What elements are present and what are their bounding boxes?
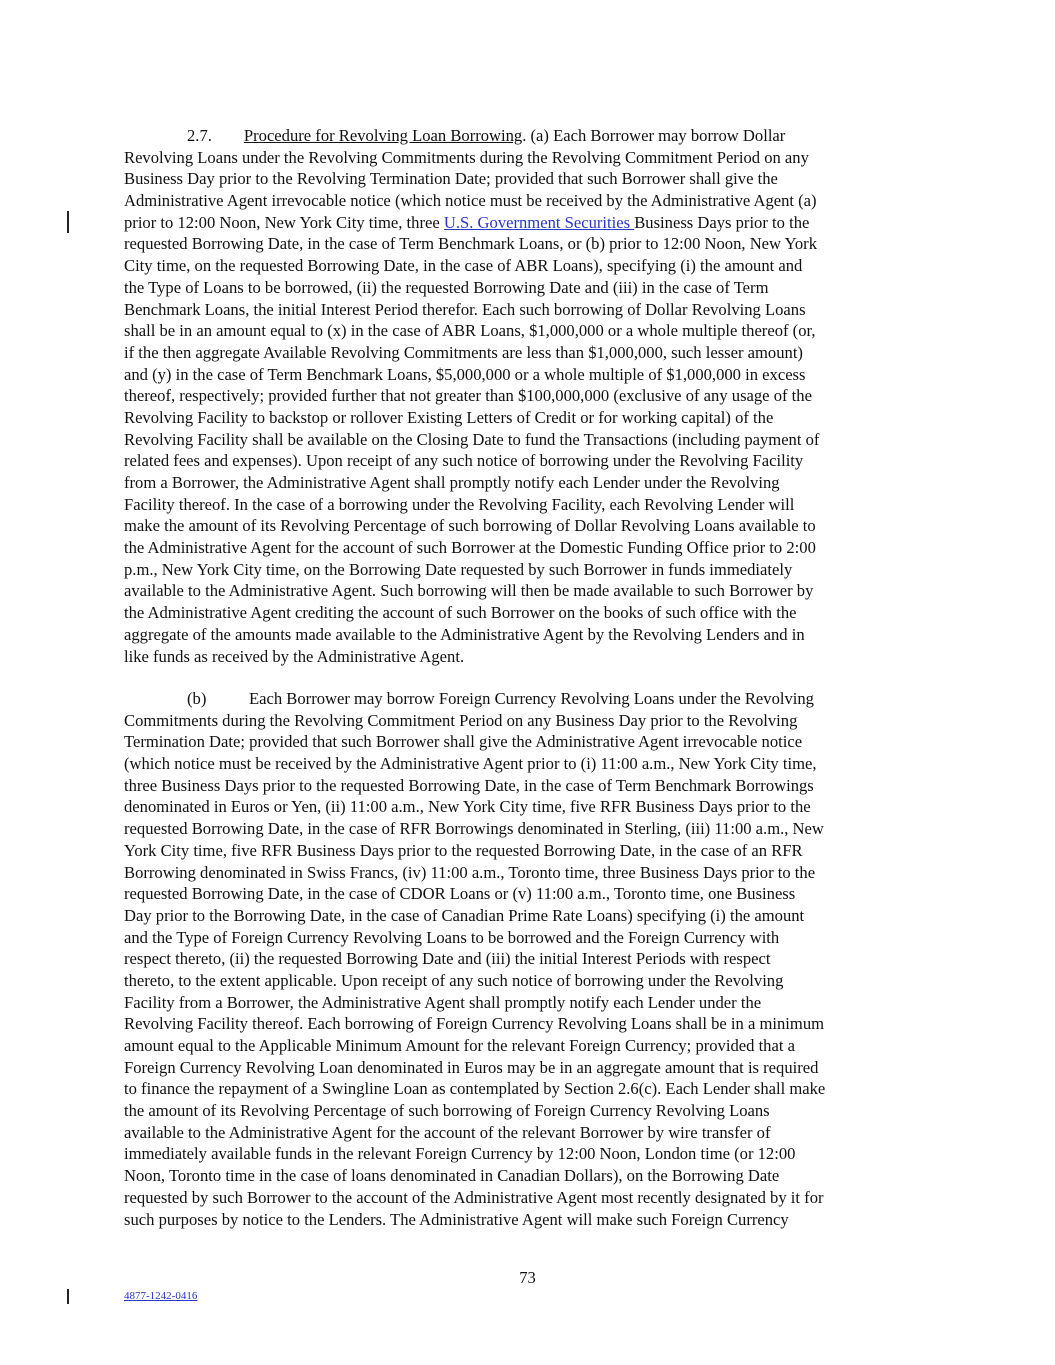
line: available to the Administrative Agent for the account of the relevant Borrower by wire transfer of	[124, 1122, 771, 1142]
line: available to the Administrative Agent. Such borrowing will then be made available to such Borrower by	[124, 581, 814, 601]
change-bar	[67, 1289, 69, 1304]
defined-term-link[interactable]: U.S. Government Securities	[443, 212, 635, 232]
line: Facility from a Borrower, the Administrative Agent shall promptly notify each Lender under the	[124, 992, 762, 1012]
line: Facility thereof. In the case of a borrowing under the Revolving Facility, each Revolving Lender will	[124, 494, 795, 514]
line: Administrative Agent irrevocable notice (which notice must be received by the Administrative Agent (a)	[124, 191, 817, 211]
line: thereof, respectively; provided further that not greater than $100,000,000 (exclusive of any usage of the	[124, 386, 812, 406]
line: aggregate of the amounts made available to the Administrative Agent by the Revolving Lenders and in	[124, 624, 805, 644]
line: requested Borrowing Date, in the case of RFR Borrowings denominated in Sterling, (iii) 11:00 a.m., New	[124, 819, 824, 839]
line: the Type of Loans to be borrowed, (ii) the requested Borrowing Date and (iii) in the case of Term	[124, 277, 769, 297]
line: Day prior to the Borrowing Date, in the case of Canadian Prime Rate Loans) specifying (i) the amount	[124, 905, 805, 925]
line: City time, on the requested Borrowing Date, in the case of ABR Loans), specifying (i) the amount and	[124, 256, 803, 276]
page-number: 73	[519, 1268, 536, 1287]
line: requested by such Borrower to the account of the Administrative Agent most recently designated by it for	[124, 1187, 824, 1207]
line: and (y) in the case of Term Benchmark Loans, $5,000,000 or a whole multiple of $1,000,000 in excess	[124, 364, 806, 384]
line: (which notice must be received by the Administrative Agent prior to (i) 11:00 a.m., New York City time,	[124, 754, 817, 774]
line: shall be in an amount equal to (x) in the case of ABR Loans, $1,000,000 or a whole multiple thereof (or,	[124, 321, 816, 341]
line: Revolving Facility to backstop or rollover Existing Letters of Credit or for working capital) of the	[124, 407, 774, 427]
subsection-label: (b)	[187, 689, 207, 708]
line: p.m., New York City time, on the Borrowing Date requested by such Borrower in funds immediately	[124, 559, 793, 579]
line: if the then aggregate Available Revolving Commitments are less than $1,000,000, such lesser amount)	[124, 342, 803, 362]
line: Commitments during the Revolving Commitment Period on any Business Day prior to the Revolving	[124, 710, 798, 730]
line: such purposes by notice to the Lenders. The Administrative Agent will make such Foreign Currency	[124, 1209, 789, 1229]
document-id-link[interactable]: 4877-1242-0416	[124, 1290, 198, 1302]
line: York City time, five RFR Business Days prior to the requested Borrowing Date, in the case of an RFR	[124, 840, 803, 860]
section-number: 2.7.	[187, 126, 212, 145]
line: the Administrative Agent for the account of such Borrower at the Domestic Funding Office prior to 2:00	[124, 538, 816, 558]
line: from a Borrower, the Administrative Agent shall promptly notify each Lender under the Revolving	[124, 473, 780, 492]
line: Termination Date; provided that such Borrower shall give the Administrative Agent irrevocable notice	[124, 732, 803, 752]
line: immediately available funds in the relevant Foreign Currency by 12:00 Noon, London time (or 12:00	[124, 1144, 796, 1164]
line: make the amount of its Revolving Percentage of such borrowing of Dollar Revolving Loans available to	[124, 516, 816, 536]
line: three Business Days prior to the requested Borrowing Date, in the case of Term Benchmark Borrowings	[124, 775, 814, 795]
line: to finance the repayment of a Swingline Loan as contemplated by Section 2.6(c). Each Lender shall make	[124, 1079, 826, 1099]
line: Revolving Loans under the Revolving Commitments during the Revolving Commitment Period on any	[124, 147, 809, 167]
change-bar	[67, 211, 69, 233]
line: 2.7. Procedure for Revolving Loan Borrowing. (a) Each Borrower may borrow Dollar	[187, 126, 786, 145]
paragraph-2-7-b	[124, 688, 944, 1230]
line: related fees and expenses). Upon receipt of any such notice of borrowing under the Revolving Facility	[124, 451, 804, 471]
line: prior to 12:00 Noon, New York City time, three U.S. Government Securities Business Days prior to the	[124, 212, 810, 232]
line: respect thereto, (ii) the requested Borrowing Date and (iii) the initial Interest Periods with respect	[124, 949, 771, 969]
paragraph-2-7-a	[124, 125, 944, 667]
line: the amount of its Revolving Percentage of such borrowing of Foreign Currency Revolving Loans	[124, 1101, 770, 1121]
line: Noon, Toronto time in the case of loans denominated in Canadian Dollars), on the Borrowing Date	[124, 1166, 780, 1186]
line: Revolving Facility thereof. Each borrowing of Foreign Currency Revolving Loans shall be in a minimum	[124, 1014, 825, 1034]
line: Business Day prior to the Revolving Termination Date; provided that such Borrower shall give the	[124, 169, 778, 189]
line: like funds as received by the Administrative Agent.	[124, 646, 465, 666]
line: Borrowing denominated in Swiss Francs, (iv) 11:00 a.m., Toronto time, three Business Days prior to the	[124, 862, 816, 882]
line: Benchmark Loans, the initial Interest Period therefor. Each such borrowing of Dollar Revolving Loans	[124, 299, 806, 319]
line: denominated in Euros or Yen, (ii) 11:00 a.m., New York City time, five RFR Business Days prior to the	[124, 797, 811, 817]
line: and the Type of Foreign Currency Revolving Loans to be borrowed and the Foreign Currency with	[124, 927, 780, 947]
line: Foreign Currency Revolving Loan denominated in Euros may be in an aggregate amount that is required	[124, 1057, 819, 1077]
line: Revolving Facility shall be available on the Closing Date to fund the Transactions (including payment of	[124, 429, 820, 449]
line: amount equal to the Applicable Minimum Amount for the relevant Foreign Currency; provided that a	[124, 1036, 795, 1055]
line: (b) Each Borrower may borrow Foreign Currency Revolving Loans under the Revolving	[187, 689, 814, 708]
line: requested Borrowing Date, in the case of CDOR Loans or (v) 11:00 a.m., Toronto time, one Business	[124, 884, 796, 904]
section-title: Procedure for Revolving Loan Borrowing	[243, 126, 523, 145]
line: requested Borrowing Date, in the case of Term Benchmark Loans, or (b) prior to 12:00 Noon, New York	[124, 234, 818, 254]
line: thereto, to the extent applicable. Upon receipt of any such notice of borrowing under the Revolving	[124, 970, 784, 990]
line: the Administrative Agent crediting the account of such Borrower on the books of such office with the	[124, 603, 797, 623]
